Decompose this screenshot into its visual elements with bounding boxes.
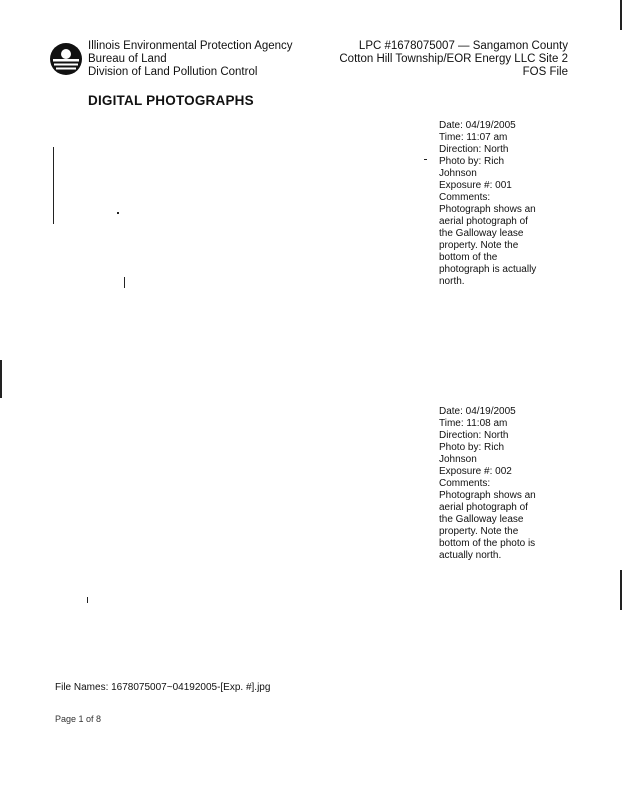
division-name: Division of Land Pollution Control — [88, 66, 258, 78]
scan-mark — [620, 0, 622, 30]
photo-comment-line: Photograph shows an — [439, 204, 536, 215]
photo-by: Photo by: Rich — [439, 156, 505, 167]
photo-comment-line: the Galloway lease — [439, 228, 524, 239]
photo-comment-line: property. Note the — [439, 526, 519, 537]
lpc-number-county: LPC #1678075007 — Sangamon County — [358, 40, 568, 52]
photo-1-caption — [439, 120, 569, 288]
photo-by-name: Johnson — [439, 454, 477, 465]
photo-date: Date: 04/19/2005 — [439, 406, 516, 417]
illinois-epa-seal-icon — [49, 42, 83, 76]
photo-direction: Direction: North — [439, 144, 509, 155]
photo-comment-line: aerial photograph of — [439, 216, 528, 227]
agency-block — [88, 40, 293, 79]
page-title: DIGITAL PHOTOGRAPHS — [88, 93, 254, 108]
photo-by: Photo by: Rich — [439, 442, 505, 453]
photo-2-caption — [439, 406, 569, 562]
photo-by-name: Johnson — [439, 168, 477, 179]
photo-time: Time: 11:07 am — [439, 132, 508, 143]
photo-exposure: Exposure #: 001 — [439, 180, 512, 191]
photo-comment-line: bottom of the — [439, 252, 498, 263]
file-type: FOS File — [522, 66, 568, 78]
photo-comment-line: property. Note the — [439, 240, 519, 251]
photo-date: Date: 04/19/2005 — [439, 120, 516, 131]
page-number: Page 1 of 8 — [55, 714, 102, 724]
photo-comment-line: aerial photograph of — [439, 502, 528, 513]
photo-comment-line: Photograph shows an — [439, 490, 536, 501]
scan-mark — [0, 360, 2, 398]
photo-comment-line: north. — [439, 276, 465, 287]
photo-direction: Direction: North — [439, 430, 509, 441]
photo-comments-label: Comments: — [439, 478, 491, 489]
site-name: Cotton Hill Township/EOR Energy LLC Site 2 — [339, 53, 568, 65]
scan-mark — [53, 147, 54, 224]
scan-mark — [87, 597, 88, 603]
scan-mark — [124, 277, 125, 288]
photo-time: Time: 11:08 am — [439, 418, 508, 429]
photo-exposure: Exposure #: 002 — [439, 466, 512, 477]
file-names: File Names: 1678075007~04192005-[Exp. #].jpg — [55, 682, 271, 693]
photo-comment-line: the Galloway lease — [439, 514, 524, 525]
photo-comments-label: Comments: — [439, 192, 491, 203]
scan-mark — [620, 570, 622, 610]
photo-comment-line: actually north. — [439, 550, 502, 561]
photo-comment-line: bottom of the photo is — [439, 538, 536, 549]
agency-name: Illinois Environmental Protection Agency — [88, 40, 293, 52]
scan-mark — [117, 212, 119, 214]
scan-mark — [424, 159, 427, 160]
bureau-name: Bureau of Land — [88, 53, 167, 65]
site-block — [339, 40, 568, 79]
photo-comment-line: photograph is actually — [439, 264, 537, 275]
